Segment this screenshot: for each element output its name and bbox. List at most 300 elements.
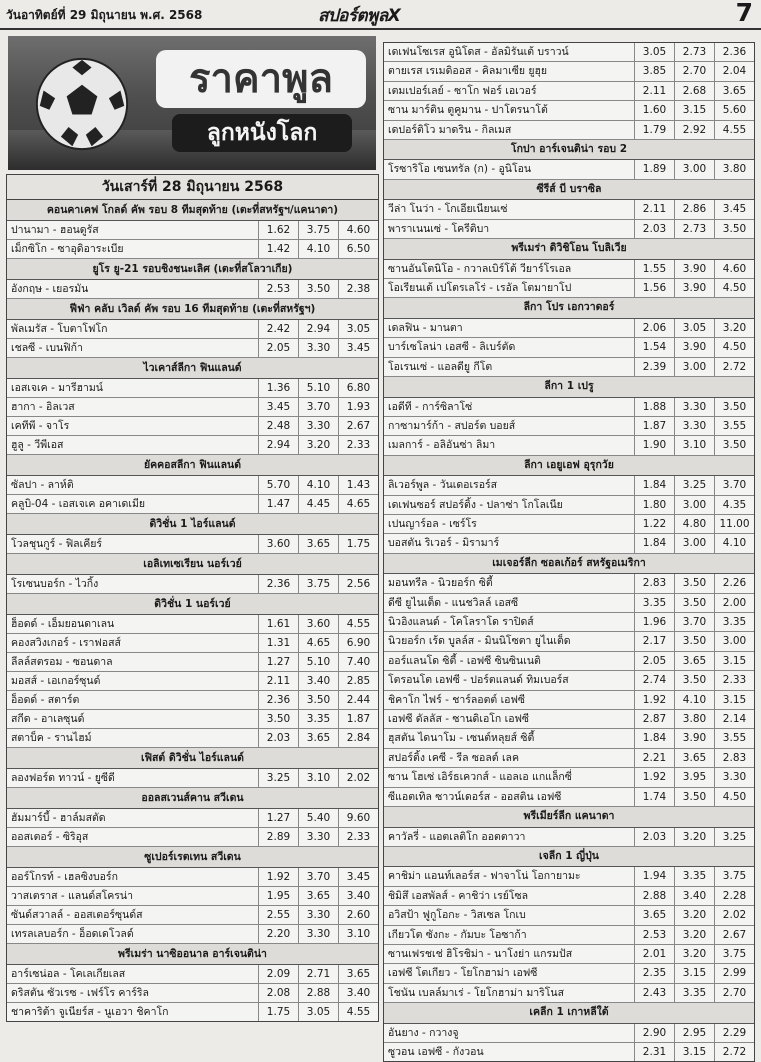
match-teams: ออร์โกรท์ - เฮลซิงบอร์ก [11,871,118,883]
match-row [7,495,378,514]
draw-odds: 3.50 [674,594,714,612]
draw-odds: 4.10 [298,476,338,494]
draw-odds: 2.94 [298,320,338,338]
home-odds: 2.35 [634,964,674,982]
home-odds: 3.45 [258,398,298,416]
away-odds: 2.60 [338,906,378,924]
match-teams: พัลเมรัส - โบตาโฟโก [11,323,108,335]
draw-odds: 3.90 [674,260,714,278]
away-odds: 9.60 [338,809,378,827]
match-teams: นิวยอร์ก เร้ด บูลล์ส - มินนิโซตา ยูไนเต็ด [388,635,571,648]
away-odds: 2.72 [714,1043,754,1061]
away-odds: 3.65 [338,965,378,983]
away-odds: 2.02 [714,906,754,924]
draw-odds: 3.15 [674,101,714,119]
home-odds: 1.75 [258,1003,298,1021]
match-row [384,220,754,239]
match-row [7,729,378,748]
away-odds: 3.80 [714,160,754,178]
publication-logo: สปอร์ตพูลX [318,6,401,26]
match-teams: วีล่า โนว่า - โกเอียเนียนเซ่ [388,203,508,216]
match-row [7,339,378,358]
draw-odds: 3.65 [298,729,338,747]
home-odds: 1.62 [258,221,298,239]
home-odds: 1.89 [634,160,674,178]
draw-odds: 3.90 [674,338,714,356]
league-header: โกปา อาร์เจนติน่า รอบ 2 [384,140,754,161]
league-header: ซูเปอร์เรตเทน สวีเดน [7,847,378,868]
away-odds: 4.50 [714,279,754,297]
match-teams: สปอร์ติ้ง เคซี - รีล ซอลต์ เลค [388,751,519,764]
match-teams: โรเซนบอร์ก - ไวกิ้ง [11,578,99,590]
draw-odds: 2.86 [674,200,714,218]
match-teams: บาร์เซโลน่า เอสซี - ลิเบร์ตัด [388,341,516,354]
home-odds: 1.27 [258,809,298,827]
home-odds: 1.80 [634,496,674,514]
home-odds: 1.96 [634,613,674,631]
match-row [7,436,378,455]
match-row [7,280,378,299]
draw-odds: 3.30 [298,339,338,357]
draw-odds: 4.45 [298,495,338,513]
draw-odds: 3.70 [674,613,714,631]
draw-odds: 3.40 [298,672,338,690]
league-header: เจลีก 1 ญี่ปุ่น [384,847,754,868]
match-row [384,926,754,945]
match-teams: ซันด์สวาลล์ - ออสเตอร์ซุนด์ส [11,909,143,921]
draw-odds: 3.05 [674,319,714,337]
league-header: ซีรีส์ บี บราซิล [384,180,754,201]
league-header: ลีกา โปร เอกวาดอร์ [384,298,754,319]
away-odds: 2.67 [714,926,754,944]
away-odds: 3.15 [714,691,754,709]
home-odds: 1.54 [634,338,674,356]
match-row [7,691,378,710]
away-odds: 2.38 [338,280,378,298]
away-odds: 2.85 [338,672,378,690]
draw-odds: 4.80 [674,515,714,533]
draw-odds: 3.15 [674,1043,714,1061]
home-odds: 1.95 [258,887,298,905]
match-teams: ฮ็อดด์ - เอ็มยอนดาเลน [11,618,115,630]
match-teams: โอเรนเซ่ - แอลดียู กีโต [388,360,493,373]
home-odds: 1.42 [258,240,298,258]
match-teams: ฮูลู - วีพีเอส [11,439,64,451]
match-row [384,768,754,787]
home-odds: 1.22 [634,515,674,533]
away-odds: 6.50 [338,240,378,258]
home-odds: 2.20 [258,925,298,943]
banner-title: ราคาพูล [156,50,366,108]
match-teams: ลิเวอร์พูล - วันเดอเรอร์ส [388,479,498,492]
match-teams: เดลฟิน - มานตา [388,321,463,334]
away-odds: 2.83 [714,749,754,767]
match-row [7,476,378,495]
home-odds: 2.53 [634,926,674,944]
away-odds: 2.26 [714,574,754,592]
away-odds: 3.40 [338,887,378,905]
home-odds: 2.17 [634,632,674,650]
home-odds: 3.35 [634,594,674,612]
match-row [7,828,378,847]
match-row [384,121,754,140]
match-teams: ปานามา - ฮอนดูรัส [11,224,99,236]
match-teams: บอสตัน ริเวอร์ - มิรามาร์ [388,537,500,550]
home-odds: 2.89 [258,828,298,846]
home-odds: 1.92 [634,691,674,709]
draw-odds: 2.73 [674,220,714,238]
draw-odds: 3.35 [674,867,714,885]
match-row [384,1024,754,1043]
match-row [384,671,754,690]
draw-odds: 4.10 [298,240,338,258]
match-row [7,809,378,828]
away-odds: 4.35 [714,496,754,514]
match-teams: เอฟซี ดัลลัส - ซานดิเอโก เอฟซี [388,713,530,726]
draw-odds: 3.20 [674,945,714,963]
home-odds: 1.36 [258,379,298,397]
match-teams: ซีแอตเทิล ซาวน์เดอร์ส - ออสติน เอฟซี [388,790,562,803]
away-odds: 4.60 [338,221,378,239]
match-row [384,1043,754,1061]
home-odds: 1.61 [258,615,298,633]
match-row [7,634,378,653]
away-odds: 2.84 [338,729,378,747]
match-row [384,594,754,613]
match-teams: สตาบ็ค - รานไฮม์ [11,732,92,744]
draw-odds: 3.90 [674,279,714,297]
home-odds: 1.84 [634,729,674,747]
draw-odds: 3.80 [674,710,714,728]
draw-odds: 4.10 [674,691,714,709]
away-odds: 2.33 [338,436,378,454]
match-teams: มอนทรีล - นิวยอร์ก ซิตี้ [388,577,493,590]
match-row [384,200,754,219]
home-odds: 1.74 [634,788,674,806]
match-row [384,476,754,495]
home-odds: 2.36 [258,691,298,709]
match-row [384,906,754,925]
draw-odds: 3.65 [298,887,338,905]
draw-odds: 3.10 [674,436,714,454]
match-teams: ชิคาโก ไฟร์ - ชาร์ลอตต์ เอฟซี [388,693,526,706]
match-row [384,887,754,906]
match-row [7,221,378,240]
match-row [384,632,754,651]
league-header: ออลสเวนส์คาน สวีเดน [7,788,378,809]
match-row [7,1003,378,1021]
league-header: พรีเมียร์ลีก แคนาดา [384,807,754,828]
match-teams: เอสเจเค - มารีฮามน์ [11,382,103,394]
match-row [7,906,378,925]
match-teams: ซูวอน เอฟซี - กังวอน [388,1046,484,1059]
match-row [384,534,754,553]
match-teams: โอเรียนเต้ เปโตรเลโร่ - เรอัล โตมายาโป [388,282,572,295]
league-header: ดิวิชั่น 1 นอร์เวย์ [7,594,378,615]
match-row [7,320,378,339]
home-odds: 2.48 [258,417,298,435]
home-odds: 2.94 [258,436,298,454]
home-odds: 2.42 [258,320,298,338]
match-teams: โตรอนโต เอฟซี - ปอร์ตแลนด์ ทิมเบอร์ส [388,674,569,687]
league-header: พรีเมร่า ดิวิชิโอน โบลิเวีย [384,239,754,260]
away-odds: 2.44 [338,691,378,709]
match-teams: อังกฤษ - เยอรมัน [11,283,89,295]
draw-odds: 5.10 [298,379,338,397]
match-row [7,710,378,729]
league-header: ยัคคอสลีกา ฟินแลนด์ [7,455,378,476]
league-header: เคลีก 1 เกาหลีใต้ [384,1003,754,1024]
draw-odds: 3.20 [298,436,338,454]
match-teams: ซานอันโตนิโอ - กวาลเบิร์โต้ วียาร์โรเอล [388,262,572,275]
away-odds: 1.43 [338,476,378,494]
match-row [384,788,754,807]
match-date-heading: วันเสาร์ที่ 28 มิถุนายน 2568 [7,175,378,200]
match-row [384,613,754,632]
home-odds: 1.60 [634,101,674,119]
match-teams: มอสส์ - เอเกอร์ซุนด์ [11,675,101,687]
away-odds: 1.75 [338,535,378,553]
home-odds: 1.56 [634,279,674,297]
match-row [7,965,378,984]
home-odds: 3.25 [258,769,298,787]
draw-odds: 3.30 [298,828,338,846]
match-row [384,574,754,593]
draw-odds: 2.95 [674,1024,714,1042]
league-header: คอนคาเคฟ โกลด์ คัพ รอบ 8 ทีมสุดท้าย (เตะที่สหรัฐฯ/แคนาดา) [7,200,378,221]
match-teams: เปนญาร์อล - เซร์โร [388,518,477,531]
league-header: พรีเมร่า นาซิออนาล อาร์เจนติน่า [7,944,378,965]
match-teams: อวิสป้า ฟูกูโอกะ - วิสเซล โกเบ [388,909,526,922]
draw-odds: 2.70 [674,62,714,80]
match-teams: ซาน โฮเซ่ เอิร์ธเควกส์ - แอลเอ แกแล็กซี่ [388,771,572,784]
match-teams: ดีซี ยูไนเต็ด - แนชวิลล์ เอสซี [388,596,519,609]
match-teams: คลูบิ-04 - เอสเจเค อคาเดเมีย [11,498,146,510]
match-row [7,240,378,259]
match-teams: คาชิม่า แอนท์เลอร์ส - ฟาจาโน่ โอกายามะ [388,870,581,883]
issue-date: วันอาทิตย์ที่ 29 มิถุนายน พ.ศ. 2568 [6,8,203,22]
draw-odds: 3.65 [674,749,714,767]
match-teams: ซาน มาร์ติน ตูคูมาน - ปาโตรนาโต้ [388,104,548,117]
draw-odds: 3.35 [298,710,338,728]
home-odds: 1.92 [634,768,674,786]
match-teams: ออสเตอร์ - ซิริอุส [11,831,89,843]
draw-odds: 3.60 [298,615,338,633]
away-odds: 4.50 [714,788,754,806]
draw-odds: 3.15 [674,964,714,982]
draw-odds: 3.30 [298,925,338,943]
home-odds: 2.83 [634,574,674,592]
match-teams: เดปอร์ติโว มาดริน - กิลเมส [388,123,512,136]
home-odds: 2.53 [258,280,298,298]
home-odds: 2.31 [634,1043,674,1061]
match-row [7,925,378,944]
match-row [7,615,378,634]
match-teams: ลีลล์สตรอม - ซอนดาล [11,656,113,668]
away-odds: 11.00 [714,515,754,533]
home-odds: 2.06 [634,319,674,337]
home-odds: 1.84 [634,534,674,552]
match-row [384,398,754,417]
match-teams: โรซาริโอ เซนทรัล (ก) - อูนิโอน [388,163,532,176]
draw-odds: 3.30 [298,417,338,435]
draw-odds: 5.40 [298,809,338,827]
match-teams: โชนัน เบลล์มาเร่ - โยโกฮาม่า มาริโนส [388,986,565,999]
match-row [7,868,378,887]
away-odds: 6.80 [338,379,378,397]
home-odds: 2.11 [634,200,674,218]
match-row [384,984,754,1003]
match-teams: ออร์แลนโด ซิตี้ - เอฟซี ซินซินเนติ [388,654,541,667]
match-row [7,672,378,691]
match-row [384,62,754,81]
away-odds: 3.40 [338,984,378,1002]
match-row [7,398,378,417]
match-row [7,575,378,594]
match-teams: กาซามาร์ก้า - สปอร์ต บอยส์ [388,419,516,432]
match-teams: เดเฟนซอร์ สปอร์ติ้ง - ปลาซ่า โกโลเนีย [388,498,563,511]
home-odds: 1.79 [634,121,674,139]
away-odds: 3.50 [714,220,754,238]
match-row [384,82,754,101]
match-row [384,945,754,964]
draw-odds: 3.75 [298,221,338,239]
away-odds: 2.36 [714,43,754,61]
home-odds: 2.21 [634,749,674,767]
match-teams: อ็อดด์ - สตาร์ต [11,694,80,706]
draw-odds: 3.50 [674,671,714,689]
home-odds: 3.85 [634,62,674,80]
draw-odds: 3.75 [298,575,338,593]
home-odds: 2.11 [258,672,298,690]
draw-odds: 3.40 [674,887,714,905]
match-teams: ซานเฟรชเช่ ฮิโรชิม่า - นาโงย่า แกรมปัส [388,947,573,960]
draw-odds: 2.88 [298,984,338,1002]
match-teams: ดริสตัน ซัวเรซ - เฟร์โร คาร์ริล [11,987,149,999]
match-teams: ชาคาริต้า จูเนียร์ส - นูเอวา ชิคาโก [11,1006,169,1018]
home-odds: 2.03 [258,729,298,747]
match-teams: เอดีที - การ์ซิลาโซ่ [388,400,473,413]
away-odds: 4.65 [338,495,378,513]
match-teams: เคทีพี - จาโร [11,420,70,432]
away-odds: 5.60 [714,101,754,119]
away-odds: 3.00 [714,632,754,650]
draw-odds: 3.70 [298,868,338,886]
soccer-ball-icon [34,56,130,152]
banner [8,36,376,170]
draw-odds: 3.30 [298,906,338,924]
home-odds: 5.70 [258,476,298,494]
home-odds: 2.74 [634,671,674,689]
match-row [384,417,754,436]
away-odds: 4.50 [714,338,754,356]
home-odds: 3.50 [258,710,298,728]
away-odds: 6.90 [338,634,378,652]
home-odds: 2.55 [258,906,298,924]
home-odds: 2.43 [634,984,674,1002]
match-teams: เดเฟนโซเรส อูนิโดส - อัลมิรันเต้ บราวน์ [388,46,569,58]
draw-odds: 3.00 [674,160,714,178]
match-teams: ชิมิสึ เอสพัลส์ - คาชิว่า เรย์โซล [388,889,529,902]
away-odds: 2.56 [338,575,378,593]
away-odds: 4.55 [338,615,378,633]
home-odds: 2.01 [634,945,674,963]
match-row [384,710,754,729]
away-odds: 2.99 [714,964,754,982]
match-teams: ลองฟอร์ด ทาวน์ - ยูซีดี [11,772,115,784]
home-odds: 2.36 [258,575,298,593]
away-odds: 3.25 [714,828,754,846]
draw-odds: 3.65 [298,535,338,553]
match-teams: ฮัมมาร์บี้ - ฮาล์มสตัด [11,812,106,824]
away-odds: 2.67 [338,417,378,435]
match-teams: ฮากา - อิลเวส [11,401,75,413]
draw-odds: 3.50 [298,280,338,298]
home-odds: 2.08 [258,984,298,1002]
away-odds: 3.55 [714,417,754,435]
match-teams: อาร์เซน่อล - โคเลเกียเลส [11,968,126,980]
home-odds: 1.31 [258,634,298,652]
match-row [384,749,754,768]
match-teams: วาสเตราส - แลนด์สโครน่า [11,890,134,902]
home-odds: 2.11 [634,82,674,100]
draw-odds: 3.35 [674,984,714,1002]
draw-odds: 2.68 [674,82,714,100]
home-odds: 3.65 [634,906,674,924]
match-teams: พาราเนนเซ่ - โครีติบา [388,222,490,235]
draw-odds: 3.05 [298,1003,338,1021]
away-odds: 4.10 [714,534,754,552]
match-teams: ฮุสตัน ไดนาโม - เซนต์หลุยส์ ซิตี้ [388,732,535,745]
match-teams: เมลการ์ - อลิอันซ่า ลิมา [388,439,496,452]
draw-odds: 2.92 [674,121,714,139]
away-odds: 3.45 [714,200,754,218]
match-teams: เตมเปอร์เลย์ - ซาโก ฟอร์ เอเวอร์ [388,84,537,97]
match-row [7,535,378,554]
draw-odds: 3.65 [674,652,714,670]
match-row [7,653,378,672]
home-odds: 2.05 [634,652,674,670]
home-odds: 2.03 [634,828,674,846]
draw-odds: 3.95 [674,768,714,786]
draw-odds: 3.50 [674,788,714,806]
match-row [384,867,754,886]
match-teams: เทรลเลบอร์ก - อ็อดเดโวลด์ [11,928,134,940]
home-odds: 1.94 [634,867,674,885]
away-odds: 2.00 [714,594,754,612]
match-row [7,984,378,1003]
home-odds: 2.88 [634,887,674,905]
match-row [384,319,754,338]
home-odds: 1.27 [258,653,298,671]
match-row [384,496,754,515]
match-row [384,691,754,710]
match-row [384,101,754,120]
match-row [7,379,378,398]
right-odds-table [383,42,755,1062]
banner-subtitle: ลูกหนังโลก [172,114,352,152]
league-header: เมเจอร์ลีก ซอลเก้อร์ สหรัฐอเมริกา [384,554,754,575]
match-row [384,515,754,534]
draw-odds: 3.50 [674,632,714,650]
home-odds: 1.47 [258,495,298,513]
away-odds: 4.55 [338,1003,378,1021]
home-odds: 1.90 [634,436,674,454]
away-odds: 2.72 [714,358,754,376]
home-odds: 1.88 [634,398,674,416]
away-odds: 3.45 [338,868,378,886]
away-odds: 2.29 [714,1024,754,1042]
